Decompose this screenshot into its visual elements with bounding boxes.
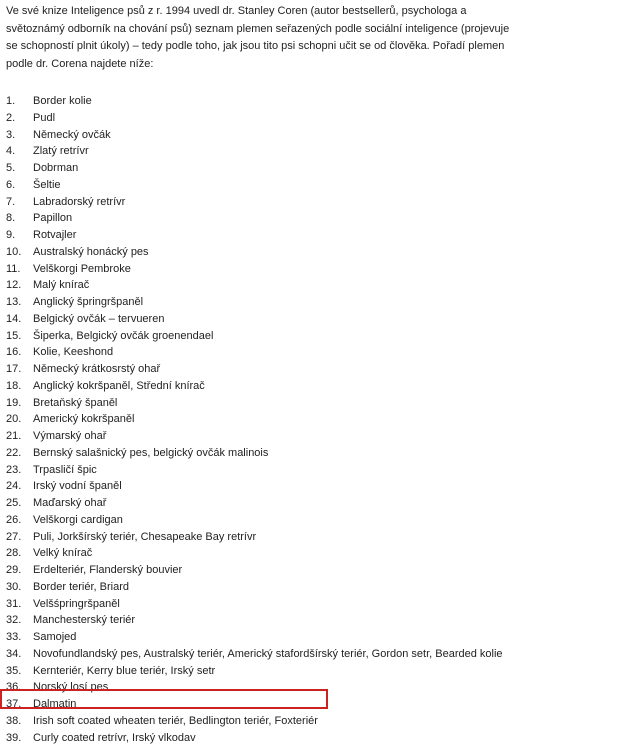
list-item-breed: Labradorský retrívr bbox=[33, 194, 125, 211]
list-item-number: 35. bbox=[6, 663, 33, 680]
list-item-breed: Anglický špringršpaněl bbox=[33, 294, 143, 311]
list-item-breed: Velšśpringršpaněl bbox=[33, 596, 120, 613]
list-item bbox=[6, 478, 606, 495]
list-item-number: 1. bbox=[6, 93, 33, 110]
list-item bbox=[6, 579, 606, 596]
list-item bbox=[6, 612, 606, 629]
list-item-breed: Trpasličí špic bbox=[33, 462, 97, 479]
list-item bbox=[6, 277, 606, 294]
list-item bbox=[6, 93, 606, 110]
list-item-breed: Bretaňský španěl bbox=[33, 395, 117, 412]
list-item-number: 2. bbox=[6, 110, 33, 127]
list-item-number: 32. bbox=[6, 612, 33, 629]
list-item bbox=[6, 110, 606, 127]
list-item bbox=[6, 696, 606, 713]
list-item bbox=[6, 529, 606, 546]
list-item-breed: Maďarský ohař bbox=[33, 495, 106, 512]
list-item-breed: Dobrman bbox=[33, 160, 78, 177]
list-item bbox=[6, 227, 606, 244]
list-item bbox=[6, 663, 606, 680]
list-item-number: 15. bbox=[6, 328, 33, 345]
list-item-number: 25. bbox=[6, 495, 33, 512]
list-item bbox=[6, 629, 606, 646]
list-item bbox=[6, 395, 606, 412]
list-item bbox=[6, 311, 606, 328]
list-item-breed: Border teriér, Briard bbox=[33, 579, 129, 596]
list-item-breed: Velškorgi Pembroke bbox=[33, 261, 131, 278]
list-item-breed: Zlatý retrívr bbox=[33, 143, 89, 160]
list-item bbox=[6, 562, 606, 579]
list-item-number: 38. bbox=[6, 713, 33, 730]
list-item bbox=[6, 160, 606, 177]
list-item-breed: Papillon bbox=[33, 210, 72, 227]
list-item-breed: Velký knírač bbox=[33, 545, 92, 562]
list-item-number: 23. bbox=[6, 462, 33, 479]
list-item bbox=[6, 445, 606, 462]
list-item-breed: Curly coated retrívr, Irský vlkodav bbox=[33, 730, 196, 746]
list-item bbox=[6, 495, 606, 512]
list-item-breed: Belgický ovčák – tervueren bbox=[33, 311, 164, 328]
list-item-breed: Výmarský ohař bbox=[33, 428, 106, 445]
list-item-number: 29. bbox=[6, 562, 33, 579]
list-item-breed: Rotvajler bbox=[33, 227, 76, 244]
list-item bbox=[6, 344, 606, 361]
list-item-breed: Novofundlandský pes, Australský teriér, Americký stafordšírský teriér, Gordon setr, Bearded kolie bbox=[33, 646, 503, 663]
list-item bbox=[6, 328, 606, 345]
list-item-breed: Šeltie bbox=[33, 177, 61, 194]
list-item-number: 33. bbox=[6, 629, 33, 646]
list-item-number: 39. bbox=[6, 730, 33, 746]
list-item-number: 11. bbox=[6, 261, 33, 278]
list-item-number: 4. bbox=[6, 143, 33, 160]
list-item-number: 30. bbox=[6, 579, 33, 596]
list-item bbox=[6, 378, 606, 395]
list-item bbox=[6, 294, 606, 311]
list-item-number: 18. bbox=[6, 378, 33, 395]
intro-paragraph: Ve své knize Inteligence psů z r. 1994 uvedl dr. Stanley Coren (autor bestsellerů, psychologa a světoznámý odborník na chování psů) seznam plemen seřazených podle sociální inteligence (projevuje se schopností plnit úkoly) – tedy podle toho, jak jsou tito psi schopni učit se od člověka. Pořadí plemen podle dr. Corena najdete níže: bbox=[6, 3, 516, 73]
list-item-number: 17. bbox=[6, 361, 33, 378]
list-item-number: 36. bbox=[6, 679, 33, 696]
list-item-breed: Erdelteriér, Flanderský bouvier bbox=[33, 562, 182, 579]
list-item-breed: Border kolie bbox=[33, 93, 92, 110]
list-item-breed: Německý krátkosrstý ohař bbox=[33, 361, 160, 378]
list-item bbox=[6, 512, 606, 529]
list-item-breed: Anglický kokršpaněl, Střední knírač bbox=[33, 378, 205, 395]
list-item-breed: Americký kokršpaněl bbox=[33, 411, 134, 428]
list-item-number: 26. bbox=[6, 512, 33, 529]
list-item-number: 27. bbox=[6, 529, 33, 546]
list-item bbox=[6, 646, 606, 663]
list-item-number: 22. bbox=[6, 445, 33, 462]
list-item-breed: Bernský salašnický pes, belgický ovčák malinois bbox=[33, 445, 268, 462]
list-item bbox=[6, 428, 606, 445]
list-item-number: 3. bbox=[6, 127, 33, 144]
list-item-breed: Australský honácký pes bbox=[33, 244, 149, 261]
list-item-number: 14. bbox=[6, 311, 33, 328]
list-item-breed: Velškorgi cardigan bbox=[33, 512, 123, 529]
list-item-number: 28. bbox=[6, 545, 33, 562]
list-item bbox=[6, 596, 606, 613]
list-item-breed: Kernteriér, Kerry blue teriér, Irský setr bbox=[33, 663, 215, 680]
list-item-number: 31. bbox=[6, 596, 33, 613]
list-item-breed: Dalmatin bbox=[33, 696, 76, 713]
list-item bbox=[6, 679, 606, 696]
list-item-breed: Puli, Jorkšírský teriér, Chesapeake Bay retrívr bbox=[33, 529, 256, 546]
list-item-number: 13. bbox=[6, 294, 33, 311]
list-item-number: 8. bbox=[6, 210, 33, 227]
list-item-number: 9. bbox=[6, 227, 33, 244]
list-item-breed: Malý knírač bbox=[33, 277, 89, 294]
breed-ranking-list bbox=[6, 93, 606, 746]
list-item-number: 24. bbox=[6, 478, 33, 495]
list-item bbox=[6, 545, 606, 562]
list-item bbox=[6, 361, 606, 378]
list-item-breed: Norský losí pes bbox=[33, 679, 108, 696]
list-item bbox=[6, 462, 606, 479]
list-item-breed: Pudl bbox=[33, 110, 55, 127]
list-item-number: 6. bbox=[6, 177, 33, 194]
list-item bbox=[6, 713, 606, 730]
list-item bbox=[6, 210, 606, 227]
list-item-number: 10. bbox=[6, 244, 33, 261]
list-item-breed: Šiperka, Belgický ovčák groenendael bbox=[33, 328, 213, 345]
list-item bbox=[6, 411, 606, 428]
list-item-number: 19. bbox=[6, 395, 33, 412]
list-item-number: 21. bbox=[6, 428, 33, 445]
list-item-number: 7. bbox=[6, 194, 33, 211]
list-item-breed: Irish soft coated wheaten teriér, Bedlington teriér, Foxteriér bbox=[33, 713, 318, 730]
list-item-breed: Německý ovčák bbox=[33, 127, 111, 144]
list-item-number: 16. bbox=[6, 344, 33, 361]
list-item-number: 12. bbox=[6, 277, 33, 294]
list-item-breed: Irský vodní španěl bbox=[33, 478, 122, 495]
list-item bbox=[6, 194, 606, 211]
list-item bbox=[6, 261, 606, 278]
list-item-breed: Kolie, Keeshond bbox=[33, 344, 113, 361]
list-item bbox=[6, 177, 606, 194]
list-item bbox=[6, 244, 606, 261]
list-item-number: 20. bbox=[6, 411, 33, 428]
list-item bbox=[6, 143, 606, 160]
list-item-number: 37. bbox=[6, 696, 33, 713]
list-item-breed: Samojed bbox=[33, 629, 76, 646]
list-item bbox=[6, 127, 606, 144]
list-item-breed: Manchesterský teriér bbox=[33, 612, 135, 629]
list-item-number: 5. bbox=[6, 160, 33, 177]
list-item-number: 34. bbox=[6, 646, 33, 663]
